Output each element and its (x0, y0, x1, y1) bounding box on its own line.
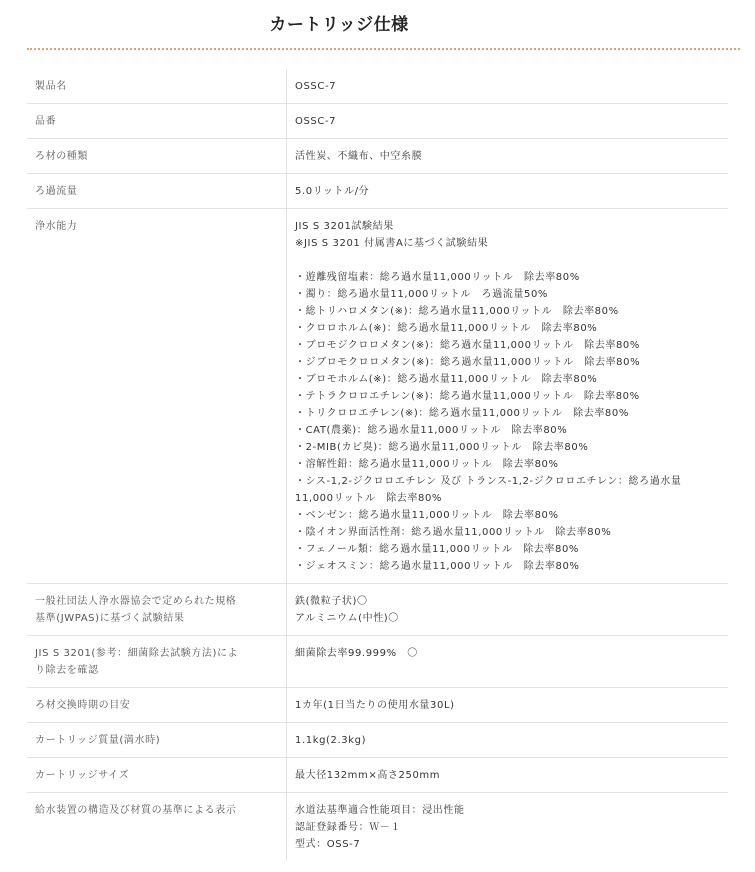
spec-value (287, 209, 729, 584)
spec-value: 1カ年(1日当たりの使用水量30L) (287, 688, 729, 723)
spec-row-replacement-interval (27, 688, 728, 723)
spec-row-standards-label (27, 793, 728, 862)
spec-value: 細菌除去率99.999% 〇 (287, 636, 729, 688)
removal-item: ・ブロモジクロロメタン(※)：総ろ過水量11,000リットル 除去率80% (295, 340, 640, 351)
removal-item: ・CAT(農薬)：総ろ過水量11,000リットル 除去率80% (295, 425, 568, 436)
removal-item: ・テトラクロロエチレン(※)：総ろ過水量11,000リットル 除去率80% (295, 391, 640, 402)
spec-label: 製品名 (35, 81, 67, 92)
page-title: カートリッジ仕様 (269, 15, 409, 35)
removal-item: ・クロロホルム(※)：総ろ過水量11,000リットル 除去率80% (295, 323, 598, 334)
spec-label-line: 一般社団法人浄水器協会で定められた規格 (35, 596, 237, 607)
spec-label: カートリッジサイズ (35, 770, 130, 781)
spec-value-line: 型式：OSS-7 (295, 839, 361, 850)
spec-row-cartridge-size (27, 758, 728, 793)
spec-value: 5.0リットル/分 (287, 174, 729, 209)
spacer (295, 252, 720, 269)
spec-label-line: り除去を確認 (35, 665, 99, 676)
spec-table (27, 69, 728, 861)
spec-row-product-name (27, 69, 728, 104)
test-result-line: JIS S 3201試験結果 (295, 221, 394, 232)
test-result-note: ※JIS S 3201 付属書Aに基づく試験結果 (295, 238, 489, 249)
removal-item: ・ブロモホルム(※)：総ろ過水量11,000リットル 除去率80% (295, 374, 598, 385)
spec-value: 活性炭、不織布、中空糸膜 (287, 139, 729, 174)
spec-label: ろ過流量 (35, 186, 78, 197)
spec-label-line: 基準(JWPAS)に基づく試験結果 (35, 613, 185, 624)
spec-label: 品番 (35, 116, 57, 127)
spec-value-line: 鉄(微粒子状)〇 (295, 596, 368, 607)
removal-item: 11,000リットル 除去率80% (295, 493, 443, 504)
removal-item: ・トリクロロエチレン(※)：総ろ過水量11,000リットル 除去率80% (295, 408, 629, 419)
removal-item: ・シス-1,2-ジクロロエチレン 及び トランス-1,2-ジクロロエチレン：総ろ過水量 (295, 476, 682, 487)
spec-value-line: 認証登録番号：Ｗ－１ (295, 822, 401, 833)
title-divider (27, 48, 740, 50)
spec-value-line: 水道法基準適合性能項目：浸出性能 (295, 805, 465, 816)
spec-value: 最大径132mm×高さ250mm (287, 758, 729, 793)
spec-value (287, 584, 729, 636)
spec-row-flow-rate (27, 174, 728, 209)
removal-item: ・遊離残留塩素：総ろ過水量11,000リットル 除去率80% (295, 272, 580, 283)
spec-label: 浄水能力 (35, 221, 78, 232)
spec-row-part-number (27, 104, 728, 139)
removal-item: ・2-MIB(カビ臭)：総ろ過水量11,000リットル 除去率80% (295, 442, 589, 453)
spec-row-filter-material (27, 139, 728, 174)
removal-item: ・陰イオン界面活性剤：総ろ過水量11,000リットル 除去率80% (295, 527, 612, 538)
spec-label (27, 636, 287, 688)
spec-value: OSSC-7 (287, 69, 729, 104)
spec-row-bacteria-removal (27, 636, 728, 688)
spec-value: 1.1kg(2.3kg) (287, 723, 729, 758)
spec-value-line: アルミニウム(中性)〇 (295, 613, 399, 624)
spec-label: ろ材交換時期の目安 (35, 700, 131, 711)
spec-label (27, 584, 287, 636)
removal-item: ・濁り：総ろ過水量11,000リットル ろ過流量50% (295, 289, 549, 300)
removal-item: ・フェノール類：総ろ過水量11,000リットル 除去率80% (295, 544, 580, 555)
removal-item: ・総トリハロメタン(※)：総ろ過水量11,000リットル 除去率80% (295, 306, 619, 317)
spec-label: 給水装置の構造及び材質の基準による表示 (35, 805, 237, 816)
removal-item: ・ベンゼン：総ろ過水量11,000リットル 除去率80% (295, 510, 559, 521)
removal-item: ・溶解性鉛：総ろ過水量11,000リットル 除去率80% (295, 459, 559, 470)
spec-value: OSSC-7 (287, 104, 729, 139)
spec-row-purification-capacity (27, 209, 728, 584)
removal-item: ・ジェオスミン：総ろ過水量11,000リットル 除去率80% (295, 561, 580, 572)
spec-row-jwpas-results (27, 584, 728, 636)
removal-item: ・ジブロモクロロメタン(※)：総ろ過水量11,000リットル 除去率80% (295, 357, 641, 368)
spec-row-cartridge-mass (27, 723, 728, 758)
spec-label-line: JIS S 3201(参考：細菌除去試験方法)によ (35, 648, 239, 659)
spec-label: カートリッジ質量(満水時) (35, 735, 161, 746)
spec-label: ろ材の種類 (35, 151, 88, 162)
spec-value (287, 793, 729, 862)
